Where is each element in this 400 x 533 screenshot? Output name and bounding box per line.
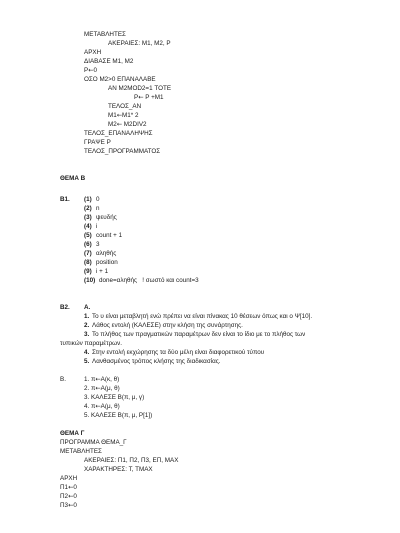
item-text: done=αληθής ! σωστό και count=3: [99, 277, 199, 284]
list-item: [84, 375, 119, 384]
code-var: Π1: [60, 484, 69, 491]
item-text: π: [91, 403, 96, 410]
list-item: [84, 384, 120, 393]
item-text: τυπικών παραμέτρων.: [60, 340, 122, 347]
code-expr: Ρ +Μ1: [143, 94, 164, 101]
code-var: Ρ: [134, 94, 139, 101]
item-number: 5.: [84, 358, 90, 365]
item-text: Λάθος εντολή (ΚΑΛΕΣΕ) στην κλήση της συνάρτησης.: [92, 322, 243, 329]
code-expr: 0: [73, 502, 77, 509]
code-var: Π2: [60, 493, 69, 500]
code-expr: 0: [73, 493, 77, 500]
item-text: Α(μ, θ): [100, 385, 120, 392]
code-expr: 0: [73, 484, 77, 491]
subsection-label: Α.: [84, 304, 91, 311]
item-text: position: [96, 259, 118, 266]
arrow-icon: ←: [95, 376, 101, 383]
code-line: ΑΝ Μ2MOD2=1 ΤΟΤΕ: [108, 85, 172, 92]
code-line: [60, 483, 77, 492]
code-line: ΧΑΡΑΚΤΗΡΕΣ: Τ, ΤΜΑΧ: [84, 466, 153, 473]
item-text: n: [96, 205, 100, 212]
item-number: (5): [84, 232, 92, 239]
item-number: (3): [84, 214, 92, 221]
item-text: ΚΑΛΕΣΕ Β(π, μ, Ρ[1]): [91, 412, 153, 419]
code-line: ΠΡΟΓΡΑΜΜΑ ΘΕΜΑ_Γ: [60, 439, 127, 446]
item-text: 0: [96, 196, 100, 203]
item-number: (7): [84, 250, 92, 257]
code-line: ΔΙΑΒΑΣΕ Μ1, Μ2: [84, 58, 134, 65]
item-number: (8): [84, 259, 92, 266]
code-line: ΤΕΛΟΣ_ΕΠΑΝΑΛΗΨΗΣ: [84, 130, 153, 137]
item-number: (4): [84, 223, 92, 230]
code-expr: Μ2DIV2: [122, 121, 147, 128]
code-line: [60, 501, 77, 510]
item-number: 1.: [84, 313, 90, 320]
list-item: [84, 411, 152, 420]
question-label: Β1.: [60, 196, 70, 203]
question-label: Β2.: [60, 304, 70, 311]
code-line: ΓΡΑΨΕ Ρ: [84, 139, 111, 146]
code-line: [134, 93, 164, 102]
arrow-icon: ←: [116, 121, 123, 128]
item-text: i: [96, 223, 98, 230]
item-number: 3.: [84, 331, 90, 338]
code-line: [60, 492, 77, 501]
item-number: 5.: [84, 412, 90, 419]
item-number: 1.: [84, 376, 90, 383]
list-item: [84, 402, 120, 411]
code-line: ΑΚΕΡΑΙΕΣ: Π1, Π2, Π3, ΕΠ, ΜΑΧ: [84, 457, 179, 464]
subsection-label: Β.: [60, 376, 66, 383]
code-line: ΤΕΛΟΣ_ΑΝ: [108, 103, 142, 110]
code-var: Π3: [60, 502, 69, 509]
item-text: Α(κ, θ): [100, 376, 120, 383]
item-text: Α(μ, θ): [100, 403, 120, 410]
code-line: [84, 66, 97, 75]
item-number: (9): [84, 268, 92, 275]
code-line: [108, 120, 147, 129]
arrow-icon: ←: [138, 94, 144, 101]
item-number: (1): [84, 196, 92, 203]
item-text: Το υ είναι μεταβλητή ενώ πρέπει να είναι πίνακας 10 θέσεων όπως και ο Ψ[10].: [92, 313, 313, 320]
code-var: Μ2: [108, 121, 117, 128]
item-number: (10): [84, 277, 96, 284]
section-heading: ΘΕΜΑ Β: [60, 175, 86, 182]
item-text: αληθής: [96, 250, 117, 257]
code-line: ΑΡΧΗ: [84, 49, 102, 56]
item-text: Το πλήθος των πραγματικών παραμέτρων δεν είναι το ίδιο με το πλήθος των: [92, 331, 306, 338]
code-line: ΑΡΧΗ: [60, 475, 78, 482]
item-text: ψευδής: [96, 214, 117, 221]
code-expr: 0: [93, 67, 97, 74]
item-text: 3: [96, 241, 100, 248]
list-item: [84, 393, 144, 402]
code-expr: Μ1* 2: [122, 112, 139, 119]
code-line: ΑΚΕΡΑΙΕΣ: Μ1, Μ2, Ρ: [108, 40, 171, 47]
arrow-icon: ←: [88, 67, 94, 74]
section-heading: ΘΕΜΑ Γ: [60, 430, 85, 437]
code-var: Μ1: [108, 112, 117, 119]
arrow-icon: ←: [68, 484, 74, 491]
item-number: (2): [84, 205, 92, 212]
item-text: Στην εντολή εκχώρησης τα δύο μέλη είναι διαφορετικού τύπου: [92, 349, 265, 356]
code-line: [108, 111, 138, 120]
arrow-icon: ←: [95, 403, 101, 410]
item-text: π: [91, 376, 96, 383]
item-text: count + 1: [96, 232, 123, 239]
code-line: ΜΕΤΑΒΛΗΤΕΣ: [60, 448, 102, 455]
code-line: ΜΕΤΑΒΛΗΤΕΣ: [84, 31, 126, 38]
arrow-icon: ←: [68, 502, 74, 509]
code-var: Ρ: [84, 67, 89, 74]
arrow-icon: ←: [116, 112, 123, 119]
code-line: ΤΕΛΟΣ_ΠΡΟΓΡΑΜΜΑΤΟΣ: [84, 148, 161, 155]
item-number: 3.: [84, 394, 90, 401]
item-text: π: [91, 385, 96, 392]
item-number: 4.: [84, 349, 90, 356]
item-text: Λανθασμένος τρόπος κλήσης της διαδικασίας.: [92, 358, 221, 365]
arrow-icon: ←: [68, 493, 74, 500]
item-number: 2.: [84, 322, 90, 329]
arrow-icon: ←: [95, 385, 101, 392]
item-text: i + 1: [96, 268, 109, 275]
item-text: ΚΑΛΕΣΕ Β(π, μ, γ): [91, 394, 145, 401]
item-number: (6): [84, 241, 92, 248]
item-number: 4.: [84, 403, 90, 410]
code-line: ΟΣΟ Μ2>0 ΕΠΑΝΑΛΑΒΕ: [84, 76, 156, 83]
item-number: 2.: [84, 385, 90, 392]
